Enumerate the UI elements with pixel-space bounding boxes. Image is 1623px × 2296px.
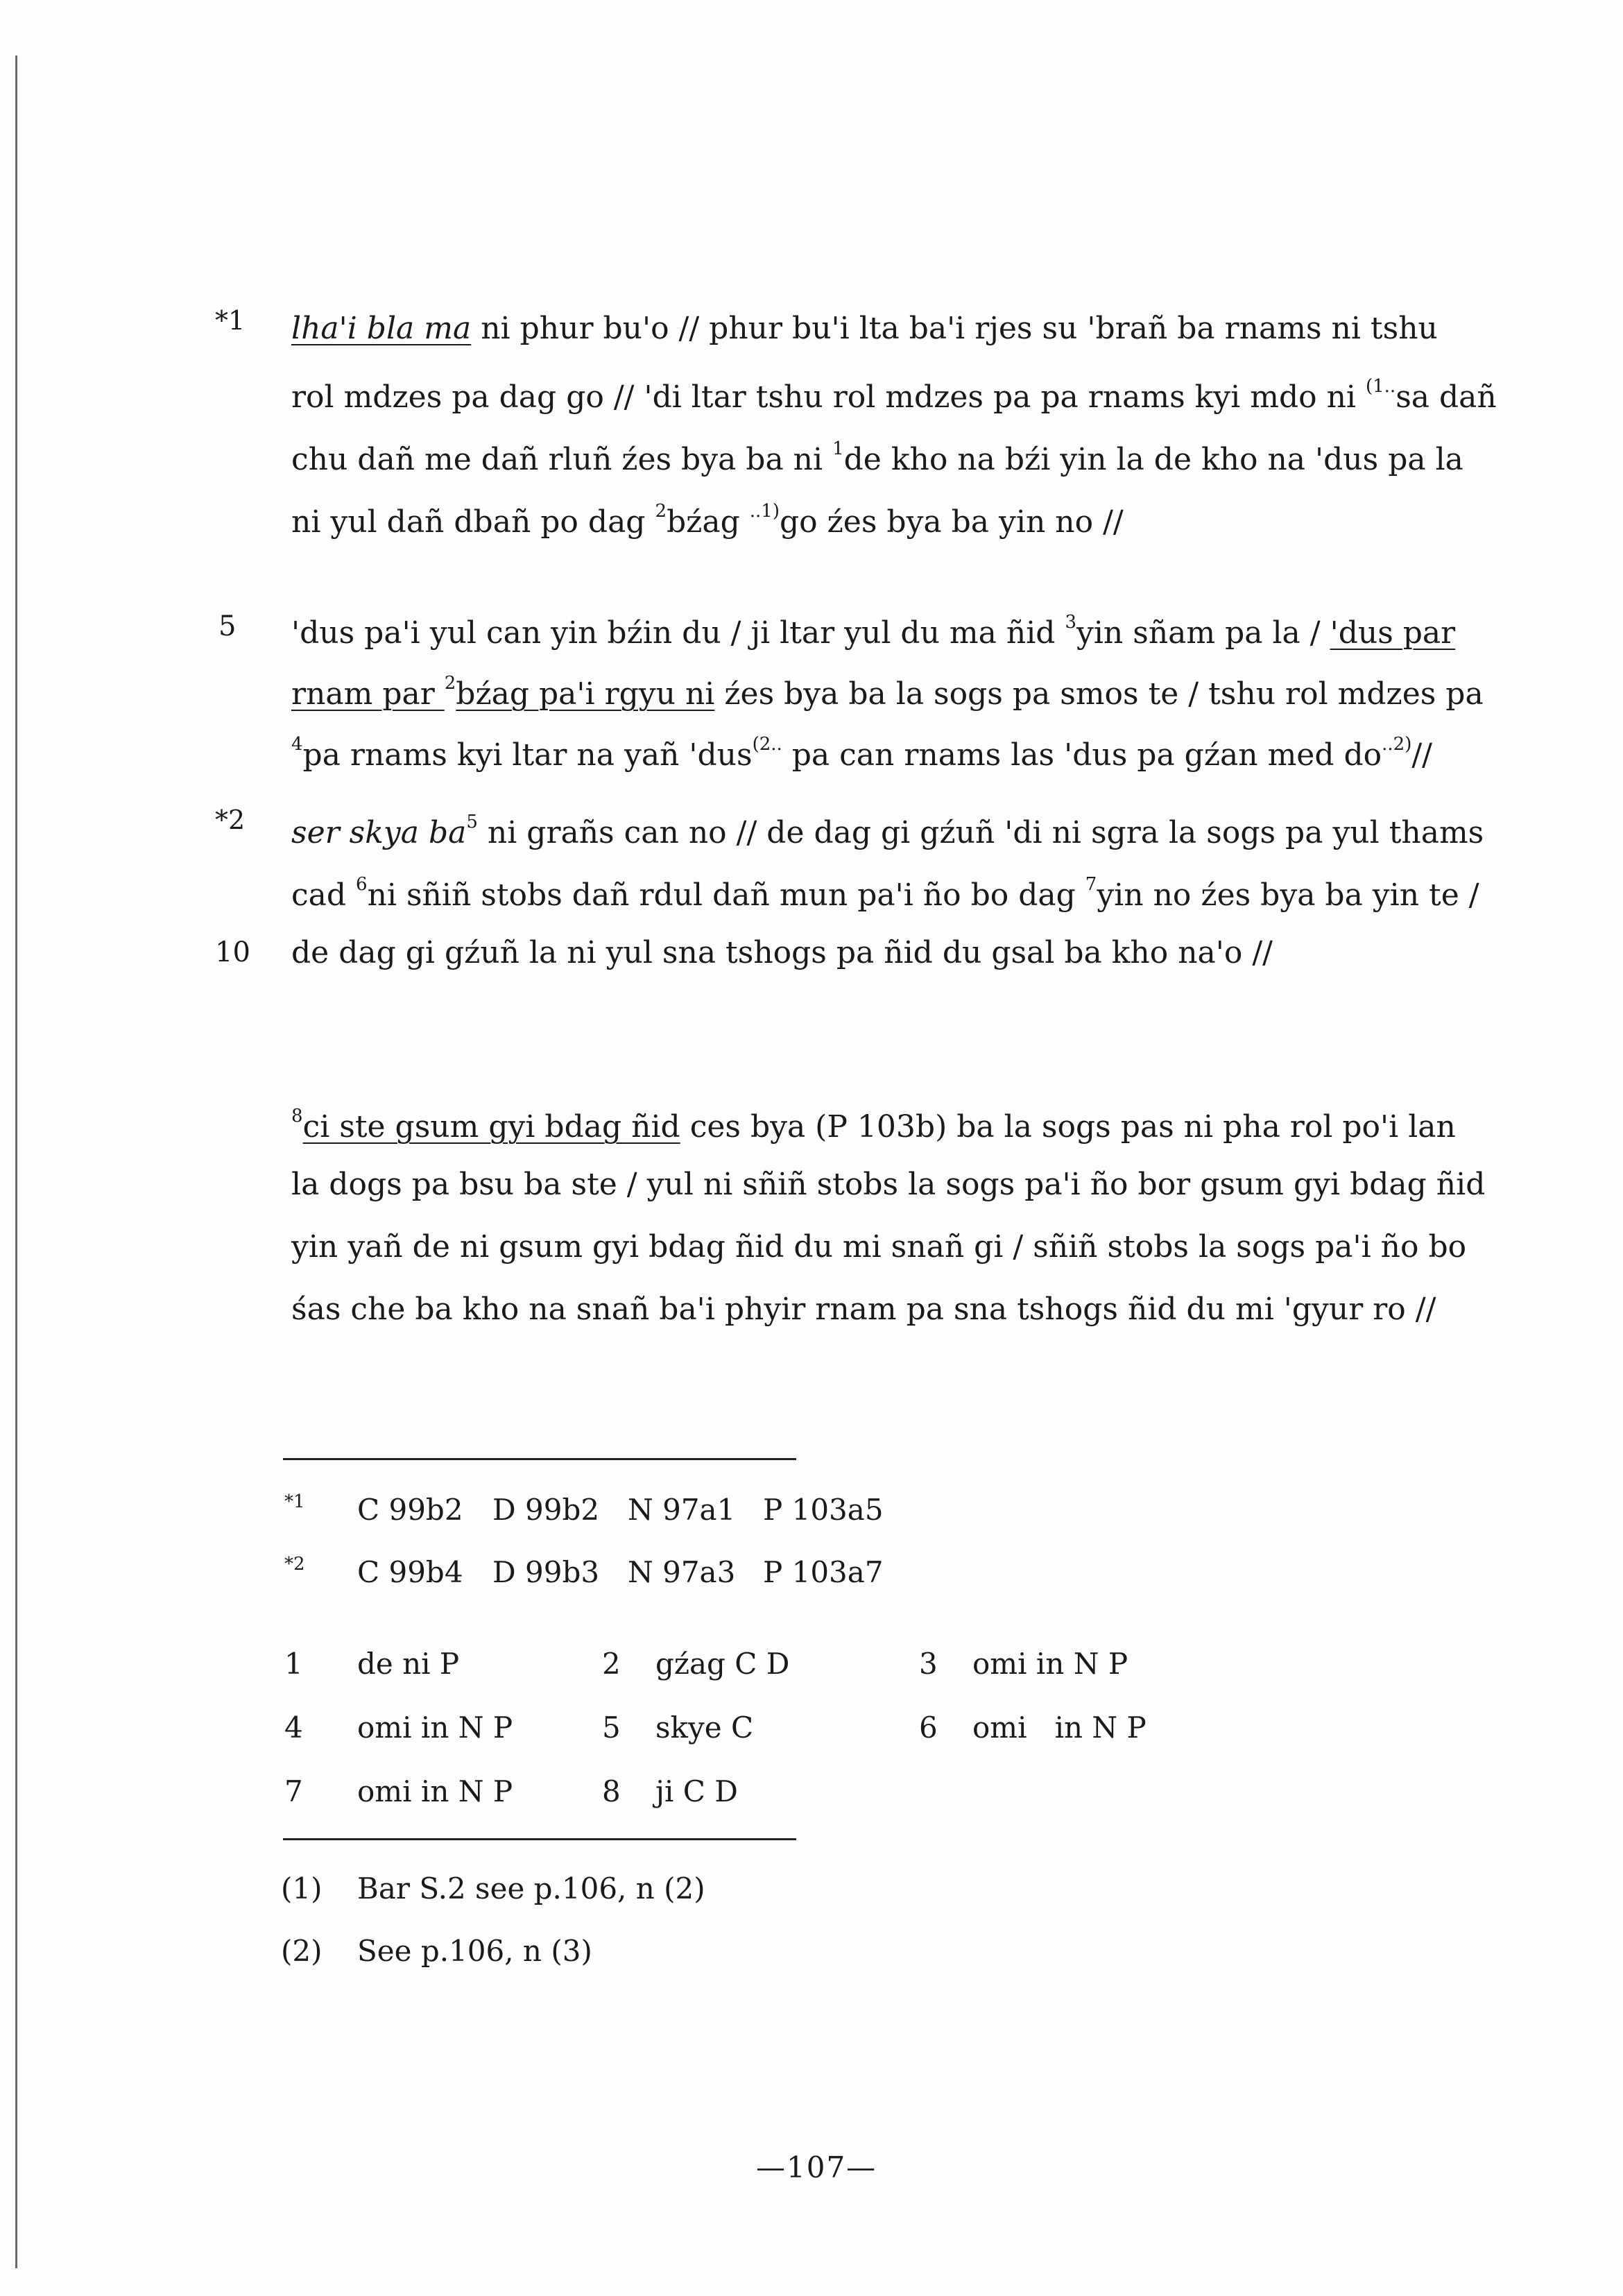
variant-number: 3 bbox=[919, 1647, 938, 1681]
collation-mark: 3 bbox=[1065, 612, 1076, 633]
source-ref: D 99b3 bbox=[492, 1555, 600, 1589]
text-line bbox=[291, 935, 1273, 970]
text-segment: 'dus par bbox=[1330, 615, 1456, 651]
collation-mark: (2.. bbox=[752, 734, 782, 755]
text-line bbox=[291, 1294, 1436, 1325]
text-line bbox=[291, 311, 1438, 346]
variant-number: 6 bbox=[919, 1711, 938, 1745]
source-ref: N 97a1 bbox=[628, 1493, 736, 1527]
source-mark: *1 bbox=[284, 1491, 305, 1512]
source-ref: P 103a5 bbox=[763, 1493, 884, 1527]
variant-reading: gźag C D bbox=[655, 1647, 790, 1681]
text-segment: yin sñam pa la / bbox=[1076, 615, 1330, 651]
text-line bbox=[291, 1167, 1486, 1202]
text-line bbox=[291, 502, 1124, 538]
collation-mark: 2 bbox=[655, 501, 667, 522]
text-segment: ni phur bu'o // phur bu'i lta ba'i rjes su 'brañ ba rnams ni tshu bbox=[471, 311, 1438, 346]
text-segment: de kho na bźi yin la de kho na 'dus pa la bbox=[843, 442, 1463, 477]
text-segment: yin yañ de ni gsum gyi bdag ñid du mi snañ gi / sñiñ stobs la sogs pa'i ño bo bbox=[291, 1229, 1467, 1265]
line-number: 5 bbox=[218, 610, 237, 642]
note-number: (2) bbox=[281, 1934, 323, 1968]
variant-number: 4 bbox=[284, 1711, 303, 1745]
text-segment: de dag gi gźuñ la ni yul sna tshogs pa ñid du gsal ba kho na'o // bbox=[291, 935, 1273, 970]
text-segment: chu dañ me dañ rluñ źes bya ba ni bbox=[291, 442, 833, 477]
text-line bbox=[291, 1106, 1456, 1145]
text-segment: sa dañ bbox=[1396, 379, 1497, 415]
note-number: (1) bbox=[281, 1871, 323, 1905]
section-marker-1: *1 bbox=[215, 305, 246, 336]
variant-reading: omi in N P bbox=[972, 1711, 1147, 1745]
text-segment: rol mdzes pa dag go // 'di ltar tshu rol mdzes pa pa rnams kyi mdo ni bbox=[291, 379, 1366, 415]
text-line bbox=[291, 377, 1497, 413]
page-number: —107— bbox=[756, 2150, 877, 2184]
variant-number: 2 bbox=[602, 1647, 621, 1681]
text-segment: la dogs pa bsu ba ste / yul ni sñiñ stobs la sogs pa'i ño bor gsum gyi bdag ñid bbox=[291, 1167, 1486, 1202]
text-segment: go źes bya ba yin no // bbox=[779, 504, 1124, 540]
collation-mark: 5 bbox=[466, 812, 478, 832]
collation-mark: 7 bbox=[1085, 874, 1097, 895]
text-segment: rnam par bbox=[291, 676, 445, 712]
text-segment: ni grañs can no // de dag gi gźuñ 'di ni sgra la sogs pa yul thams bbox=[477, 815, 1484, 850]
variant-reading: skye C bbox=[655, 1711, 754, 1745]
section-marker-2: *2 bbox=[215, 805, 246, 835]
text-segment: pa rnams kyi ltar na yañ 'dus bbox=[302, 737, 753, 773]
collation-mark: 1 bbox=[832, 438, 844, 459]
text-segment: źes bya ba la sogs pa smos te / tshu rol mdzes pa bbox=[714, 676, 1484, 712]
collation-mark: 4 bbox=[291, 734, 303, 755]
text-line bbox=[291, 674, 1484, 710]
source-ref: D 99b2 bbox=[492, 1493, 600, 1527]
variant-number: 5 bbox=[602, 1711, 621, 1745]
text-segment: bźag bbox=[667, 504, 750, 540]
variant-reading: omi in N P bbox=[357, 1774, 513, 1808]
collation-mark: ..1) bbox=[749, 501, 780, 522]
collation-mark: (1.. bbox=[1365, 376, 1396, 397]
source-ref: C 99b4 bbox=[357, 1555, 463, 1589]
text-segment: cad bbox=[291, 877, 357, 913]
text-segment: pa can rnams las 'dus pa gźan med do bbox=[782, 737, 1382, 773]
source-ref: N 97a3 bbox=[628, 1555, 736, 1589]
variant-reading: ji C D bbox=[655, 1774, 738, 1808]
source-ref: P 103a7 bbox=[763, 1555, 884, 1589]
variant-reading: de ni P bbox=[357, 1647, 460, 1681]
variant-number: 8 bbox=[602, 1774, 621, 1808]
text-segment: ci ste gsum gyi bdag ñid bbox=[302, 1109, 680, 1145]
text-segment: ser skya ba bbox=[291, 815, 467, 850]
collation-mark: 6 bbox=[356, 874, 368, 895]
source-mark: *2 bbox=[284, 1554, 305, 1575]
footnote-rule bbox=[283, 1838, 796, 1840]
note-text: See p.106, n (3) bbox=[357, 1934, 592, 1968]
binding-edge bbox=[15, 55, 17, 2268]
note-text: Bar S.2 see p.106, n (2) bbox=[357, 1871, 705, 1905]
text-segment: lha'i bla ma bbox=[291, 311, 472, 346]
text-segment: ces bya (P 103b) ba la sogs pas ni pha rol po'i lan bbox=[680, 1109, 1456, 1145]
text-line bbox=[291, 875, 1479, 911]
variant-number: 1 bbox=[284, 1647, 303, 1681]
text-segment: ni yul dañ dbañ po dag bbox=[291, 504, 655, 540]
text-segment: // bbox=[1411, 737, 1433, 773]
variant-reading: omi in N P bbox=[357, 1711, 513, 1745]
variant-reading: omi in N P bbox=[972, 1647, 1128, 1681]
source-ref: C 99b2 bbox=[357, 1493, 463, 1527]
text-segment: śas che ba kho na snañ ba'i phyir rnam pa sna tshogs ñid du mi 'gyur ro // bbox=[291, 1292, 1436, 1327]
collation-mark: ..2) bbox=[1382, 734, 1412, 755]
text-segment: yin no źes bya ba yin te / bbox=[1097, 877, 1479, 913]
text-segment: ni sñiñ stobs dañ rdul dañ mun pa'i ño bo dag bbox=[367, 877, 1085, 913]
text-segment: bźag pa'i rgyu ni bbox=[456, 676, 715, 712]
text-line bbox=[291, 735, 1432, 771]
variant-number: 7 bbox=[284, 1774, 303, 1808]
line-number: 10 bbox=[215, 936, 250, 968]
collation-mark: 2 bbox=[444, 673, 456, 694]
footnote-rule bbox=[283, 1458, 796, 1460]
text-line bbox=[291, 813, 1484, 848]
collation-mark: 8 bbox=[291, 1106, 303, 1126]
text-line bbox=[291, 613, 1455, 649]
text-line bbox=[291, 1229, 1467, 1265]
text-line bbox=[291, 440, 1463, 475]
text-segment: 'dus pa'i yul can yin bźin du / ji ltar yul du ma ñid bbox=[291, 615, 1065, 651]
